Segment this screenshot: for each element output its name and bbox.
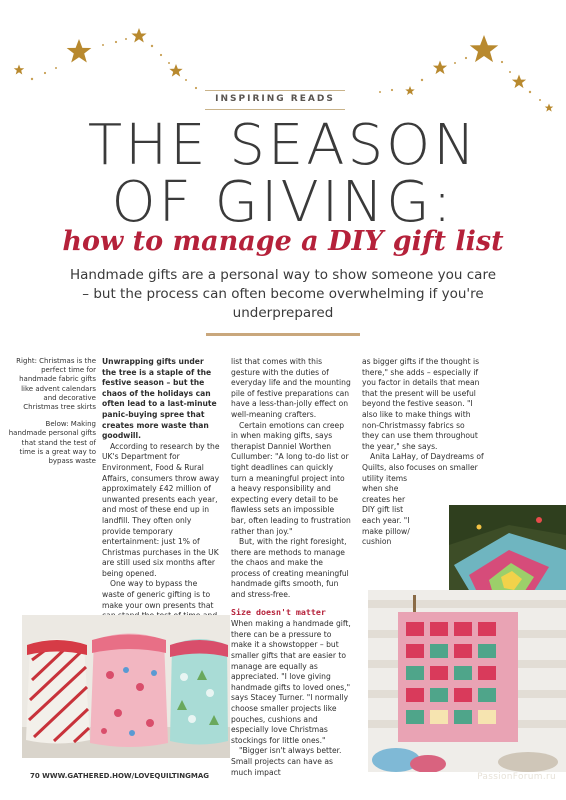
star-icon (169, 64, 182, 77)
star-icon (433, 61, 447, 75)
page-footer: 70 WWW.GATHERED.HOW/LOVEQUILTINGMAG (30, 772, 210, 780)
photo-captions (8, 357, 96, 474)
section-kicker: INSPIRING READS (205, 90, 345, 110)
star-icon (131, 28, 146, 42)
star-garland-decoration (0, 0, 566, 130)
article-lead: Unwrapping gifts under the tree is a staple of the festive season – but the chaos of the holidays can often lead to a last-minute panic-buying spree that creates more waste than goodwill. (102, 357, 217, 441)
article-paragraph: utility items when she creates her DIY gift list each year. "I make pillow/ cushion (362, 473, 410, 547)
article-paragraph: One way to bypass the waste of generic gifting is to make your own presents that (102, 579, 214, 610)
standfirst: Handmade gifts are a personal way to show someone you care – but the process can often become overwhelming if you're underprepared (70, 267, 497, 321)
subheadline: how to manage a DIY gift list (62, 226, 504, 257)
star-icon (405, 86, 415, 95)
article-column-2 (231, 357, 351, 778)
article-paragraph: When making a handmade gift, there can be a pressure to make it a showstopper – but smaller gifts that are easier to manage are equally as appreciated. "I love giving handmade gifts to loved ones," says Stacey Turner. "I normally choose smaller projects like pouches, cushions and especially love Christmas stockings for little ones." (231, 619, 351, 745)
caption-below: Below: Making handmade personal gifts that stand the test of time is a great way to bypass waste (8, 420, 96, 466)
article-paragraph: Anita LaHay, of Daydreams of Quilts, also focuses on smaller (362, 452, 484, 472)
article-paragraph: list that comes with this gesture with the duties of everyday life and the mounting pile of festive preparations can have a less-than-jolly effect on well-meaning crafters. (231, 357, 351, 419)
star-icon (545, 104, 554, 112)
gift-bags-photo (22, 615, 230, 758)
star-icon (470, 35, 499, 62)
article-paragraph: as bigger gifts if the thought is there," she adds – especially if you factor in details that mean that the present will be useful beyond the festive season. "I also like to make things with non-Christmassy fabrics so they can use them throughout the year," she says. (362, 357, 480, 451)
watermark: PassionForum.ru (477, 772, 556, 782)
divider-rule (206, 333, 360, 336)
star-icon (512, 75, 526, 89)
caption-right: Right: Christmas is the perfect time for handmade fabric gifts like advent calendars and decorative Christmas tree skirts (16, 357, 96, 412)
article-paragraph: According to research by the UK's Department for Environment, Food & Rural Affairs, consumers throw away approximately £42 million of unwanted presents each year, and most of these end up in landfill. They often only provide temporary entertainment: just 1% of Christmas purchases in the UK are still used six months after being opened. (102, 441, 220, 578)
article-paragraph: But, with the right foresight, there are methods to manage the chaos and make the process of creating meaningful handmade gifts smooth, fun and stress-free. (231, 537, 349, 600)
star-icon (14, 65, 24, 75)
advent-calendar-photo (368, 590, 566, 772)
headline-line-2: OF GIVING: (111, 170, 455, 235)
section-heading: Size doesn't matter (231, 606, 326, 617)
article-paragraph: Certain emotions can creep in when making gifts, says therapist Danniel Worthen Cullumber: "A long to-do list or tight deadlines can quickly turn a meaningful project into a heavy responsibility and expecting every detail to be flawless sets an impossible bar, often leading to frustration rather than joy." (231, 420, 351, 536)
star-icon (67, 39, 92, 63)
article-paragraph: "Bigger isn't always better. Small projects can have as much impact (231, 746, 342, 777)
headline-line-1: THE SEASON (87, 113, 479, 178)
